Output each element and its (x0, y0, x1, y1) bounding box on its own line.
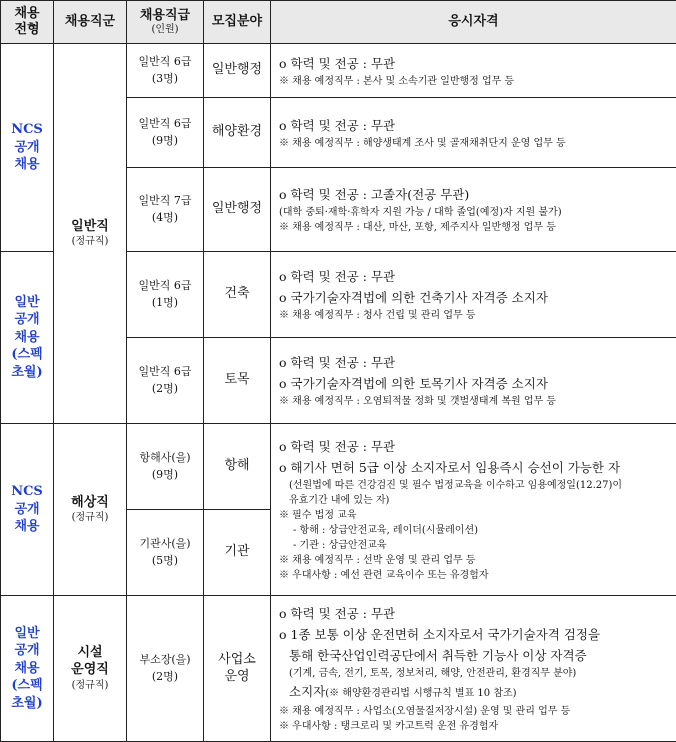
table-row (1, 424, 676, 510)
type-general: 일반 공개 채용 (스펙 초월) (1, 252, 54, 424)
header-field: 모집분야 (204, 1, 271, 44)
header-type: 채용 전형 (1, 1, 54, 44)
field-cell: 일반행정 (204, 168, 271, 252)
field-cell: 해양환경 (204, 98, 271, 168)
grade-cell: 일반직 6급 (3명) (127, 44, 204, 98)
table-row (1, 596, 676, 742)
header-row (1, 1, 676, 44)
header-grade: 채용직급 (인원) (127, 1, 204, 44)
group-marine: 해상직 (정규직) (54, 424, 127, 596)
qualification-cell: o 학력 및 전공 : 무관 o 국가기술자격법에 의한 토목기사 자격증 소지자 ※ 채용 예정직무 : 오염퇴적물 정화 및 갯벌생태계 복원 업무 등 (271, 338, 676, 424)
field-cell: 토목 (204, 338, 271, 424)
header-qualification: 응시자격 (271, 1, 676, 44)
grade-cell: 항해사(을) (9명) (127, 424, 204, 510)
grade-cell: 일반직 6급 (9명) (127, 98, 204, 168)
qualification-cell: o 학력 및 전공 : 무관 ※ 채용 예정직무 : 해양생태계 조사 및 골재채취단지 운영 업무 등 (271, 98, 676, 168)
grade-cell: 기관사(을) (5명) (127, 510, 204, 596)
type-ncs-marine: NCS 공개 채용 (1, 424, 54, 596)
grade-cell: 일반직 6급 (2명) (127, 338, 204, 424)
field-cell: 건축 (204, 252, 271, 338)
field-cell: 일반행정 (204, 44, 271, 98)
grade-cell: 일반직 6급 (1명) (127, 252, 204, 338)
qualification-cell: o 학력 및 전공 : 무관 o 국가기술자격법에 의한 건축기사 자격증 소지자 ※ 채용 예정직무 : 청사 건립 및 관리 업무 등 (271, 252, 676, 338)
qualification-cell: o 학력 및 전공 : 무관 ※ 채용 예정직무 : 본사 및 소속기관 일반행정 업무 등 (271, 44, 676, 98)
grade-cell: 부소장(을) (2명) (127, 596, 204, 742)
qualification-cell: o 학력 및 전공 : 무관 o 해기사 면허 5급 이상 소지자로서 임용즉시 승선이 가능한 자 (선원법에 따른 건강검진 및 필수 법정교육을 이수하고 임용예정일(12.27)이 유효기간 내에 있는 자) ※ 필수 법정 교육 - 항해 : 상급안전교육, 레이더(시뮬레이션) - 기관 : 상급안전교육 ※ 채용 예정직무 : 선박 운영 및 관리 업무 등 ※ 우대사항 : 예선 관련 교육이수 또는 유경험자 (271, 424, 676, 596)
type-general-facility: 일반 공개 채용 (스펙 초월) (1, 596, 54, 742)
table-row (1, 44, 676, 98)
group-general: 일반직 (정규직) (54, 44, 127, 424)
grade-cell: 일반직 7급 (4명) (127, 168, 204, 252)
type-ncs: NCS 공개 채용 (1, 44, 54, 252)
field-cell: 항해 (204, 424, 271, 510)
field-cell: 사업소 운영 (204, 596, 271, 742)
qualification-cell: o 학력 및 전공 : 고졸자(전공 무관) (대학 중퇴·재학·휴학자 지원 가능 / 대학 졸업(예정)자 지원 불가) ※ 채용 예정직무 : 대산, 마산, 포항, 제주지사 일반행정 업무 등 (271, 168, 676, 252)
header-group: 채용직군 (54, 1, 127, 44)
group-facility: 시설 운영직 (정규직) (54, 596, 127, 742)
field-cell: 기관 (204, 510, 271, 596)
qualification-cell: o 학력 및 전공 : 무관 o 1종 보통 이상 운전면허 소지자로서 국가기술자격 검정을 통해 한국산업인력공단에서 취득한 기능사 이상 자격증 (기계, 금속, 전기, 토목, 정보처리, 해양, 안전관리, 환경직무 분야) 소지자(※ 해양환경관리법 시행규칙 별표 10 참조) ※ 채용 예정직무 : 사업소(오염물질저장시설) 운영 및 관리 업무 등 ※ 우대사항 : 탱크로리 및 카고트럭 운전 유경험자 (271, 596, 676, 742)
